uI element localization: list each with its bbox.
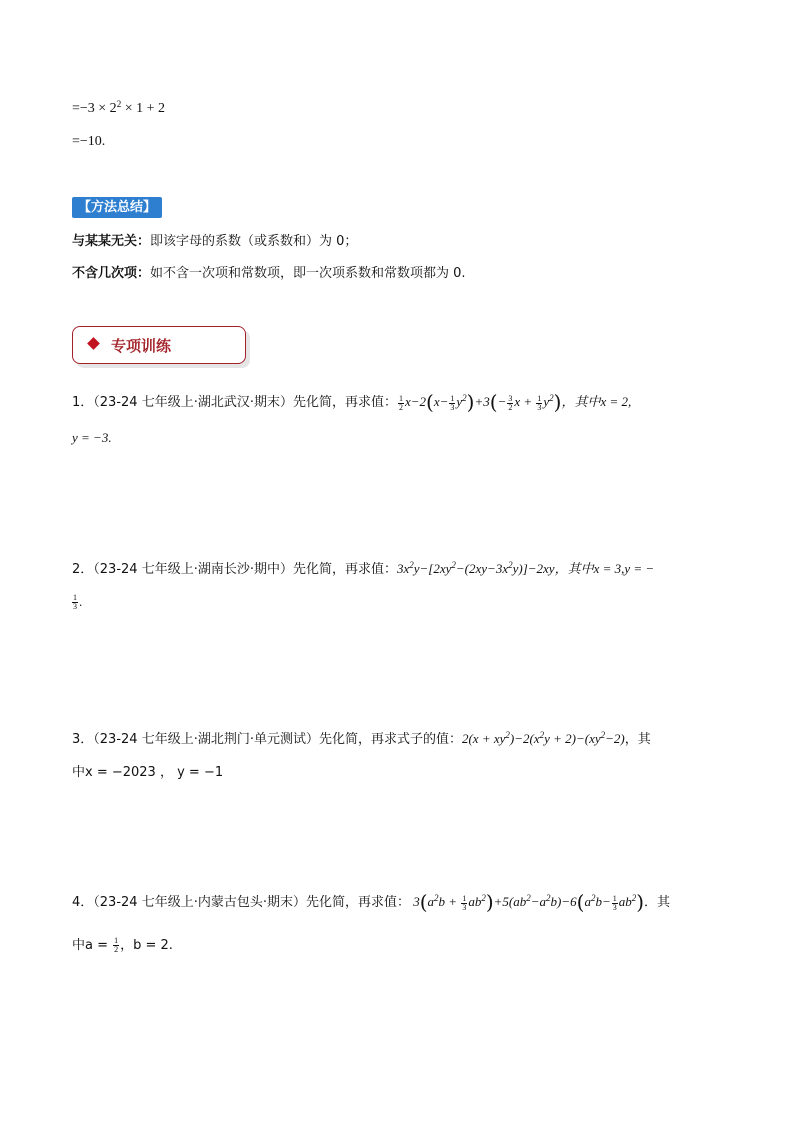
problem-3-line-2: 中x = −2023 ， y = −1 <box>72 765 224 780</box>
problem-condition: ，其中x = 2, <box>561 394 632 409</box>
problem-condition: ，其中x = 3,y = − <box>554 561 655 576</box>
fraction-one-third: $\frac{1}{3}$ <box>73 593 77 611</box>
problem-2-line-2: $\frac{1}{3}$ . <box>73 593 83 611</box>
problem-4 <box>72 891 670 912</box>
method-item-1-text: 即该字母的系数（或系数和）为 0； <box>150 234 358 249</box>
problem-source: （23-24 七年级上·湖北荆门·单元测试）先化简，再求式子的值： <box>93 732 462 747</box>
method-item-2-text: 如不含一次项和常数项，即一次项系数和常数项都为 0. <box>150 266 466 281</box>
solution-line-1: $=-3 \times 2^2 \times 1 + 2$ <box>72 99 165 116</box>
problem-number: 3． <box>72 732 94 747</box>
problem-expression: $2(x + xy^2)-2(x^2y + 2)-(xy^2-2)$ <box>461 730 625 746</box>
method-item-2 <box>72 262 466 281</box>
problem-number: 2． <box>72 562 94 577</box>
problem-expression: $\frac{1}{2}$ x−2(x− $\frac{1}{3}$ $y^2)+3(-$ $\frac{3}{2}$ x + $\frac{1}{3}$ $y^2$) <box>398 390 562 414</box>
problem-1 <box>72 391 631 412</box>
method-summary-label: 【方法总结】 <box>72 197 162 218</box>
fraction-one-half: $\frac{1}{2}$ <box>114 936 119 954</box>
problem-source: （23-24 七年级上·内蒙古包头·期末）先化简，再求值： <box>93 895 410 910</box>
problem-number: 1． <box>72 395 94 410</box>
solution-line-2: =−10. <box>72 134 106 149</box>
problem-4-line-2: 中a = $\frac{1}{2}$ ，b = 2. <box>72 936 173 954</box>
method-item-2-term: 不含几次项： <box>72 266 151 281</box>
problem-expression: $3x^2y-[2xy^2-(2xy-3x^2y)]-2xy$ <box>396 560 555 576</box>
problem-source: （23-24 七年级上·湖北武汉·期末）先化简，再求值： <box>93 395 397 410</box>
problem-3 <box>72 728 651 747</box>
problem-condition: ，其 <box>624 732 651 747</box>
problem-2 <box>72 558 654 577</box>
problem-expression: $3(a^2b$ + $\frac{1}{3}$ $ab^2)+5(ab^2-a^2b)-6(a^2b-$ $\frac{1}{3}$ $ab^2$) <box>409 890 645 914</box>
problem-number: 4． <box>72 895 94 910</box>
problem-condition: ．其 <box>644 895 671 910</box>
method-summary-tag <box>72 196 162 215</box>
method-item-1-term: 与某某无关： <box>72 234 151 249</box>
method-item-1 <box>72 230 357 249</box>
section-header <box>72 326 246 364</box>
section-title: 专项训练 <box>111 337 172 355</box>
diamond-icon <box>87 337 100 350</box>
problem-1-line-2: y = −3. <box>72 430 112 445</box>
problem-source: （23-24 七年级上·湖南长沙·期中）先化简，再求值： <box>93 562 397 577</box>
